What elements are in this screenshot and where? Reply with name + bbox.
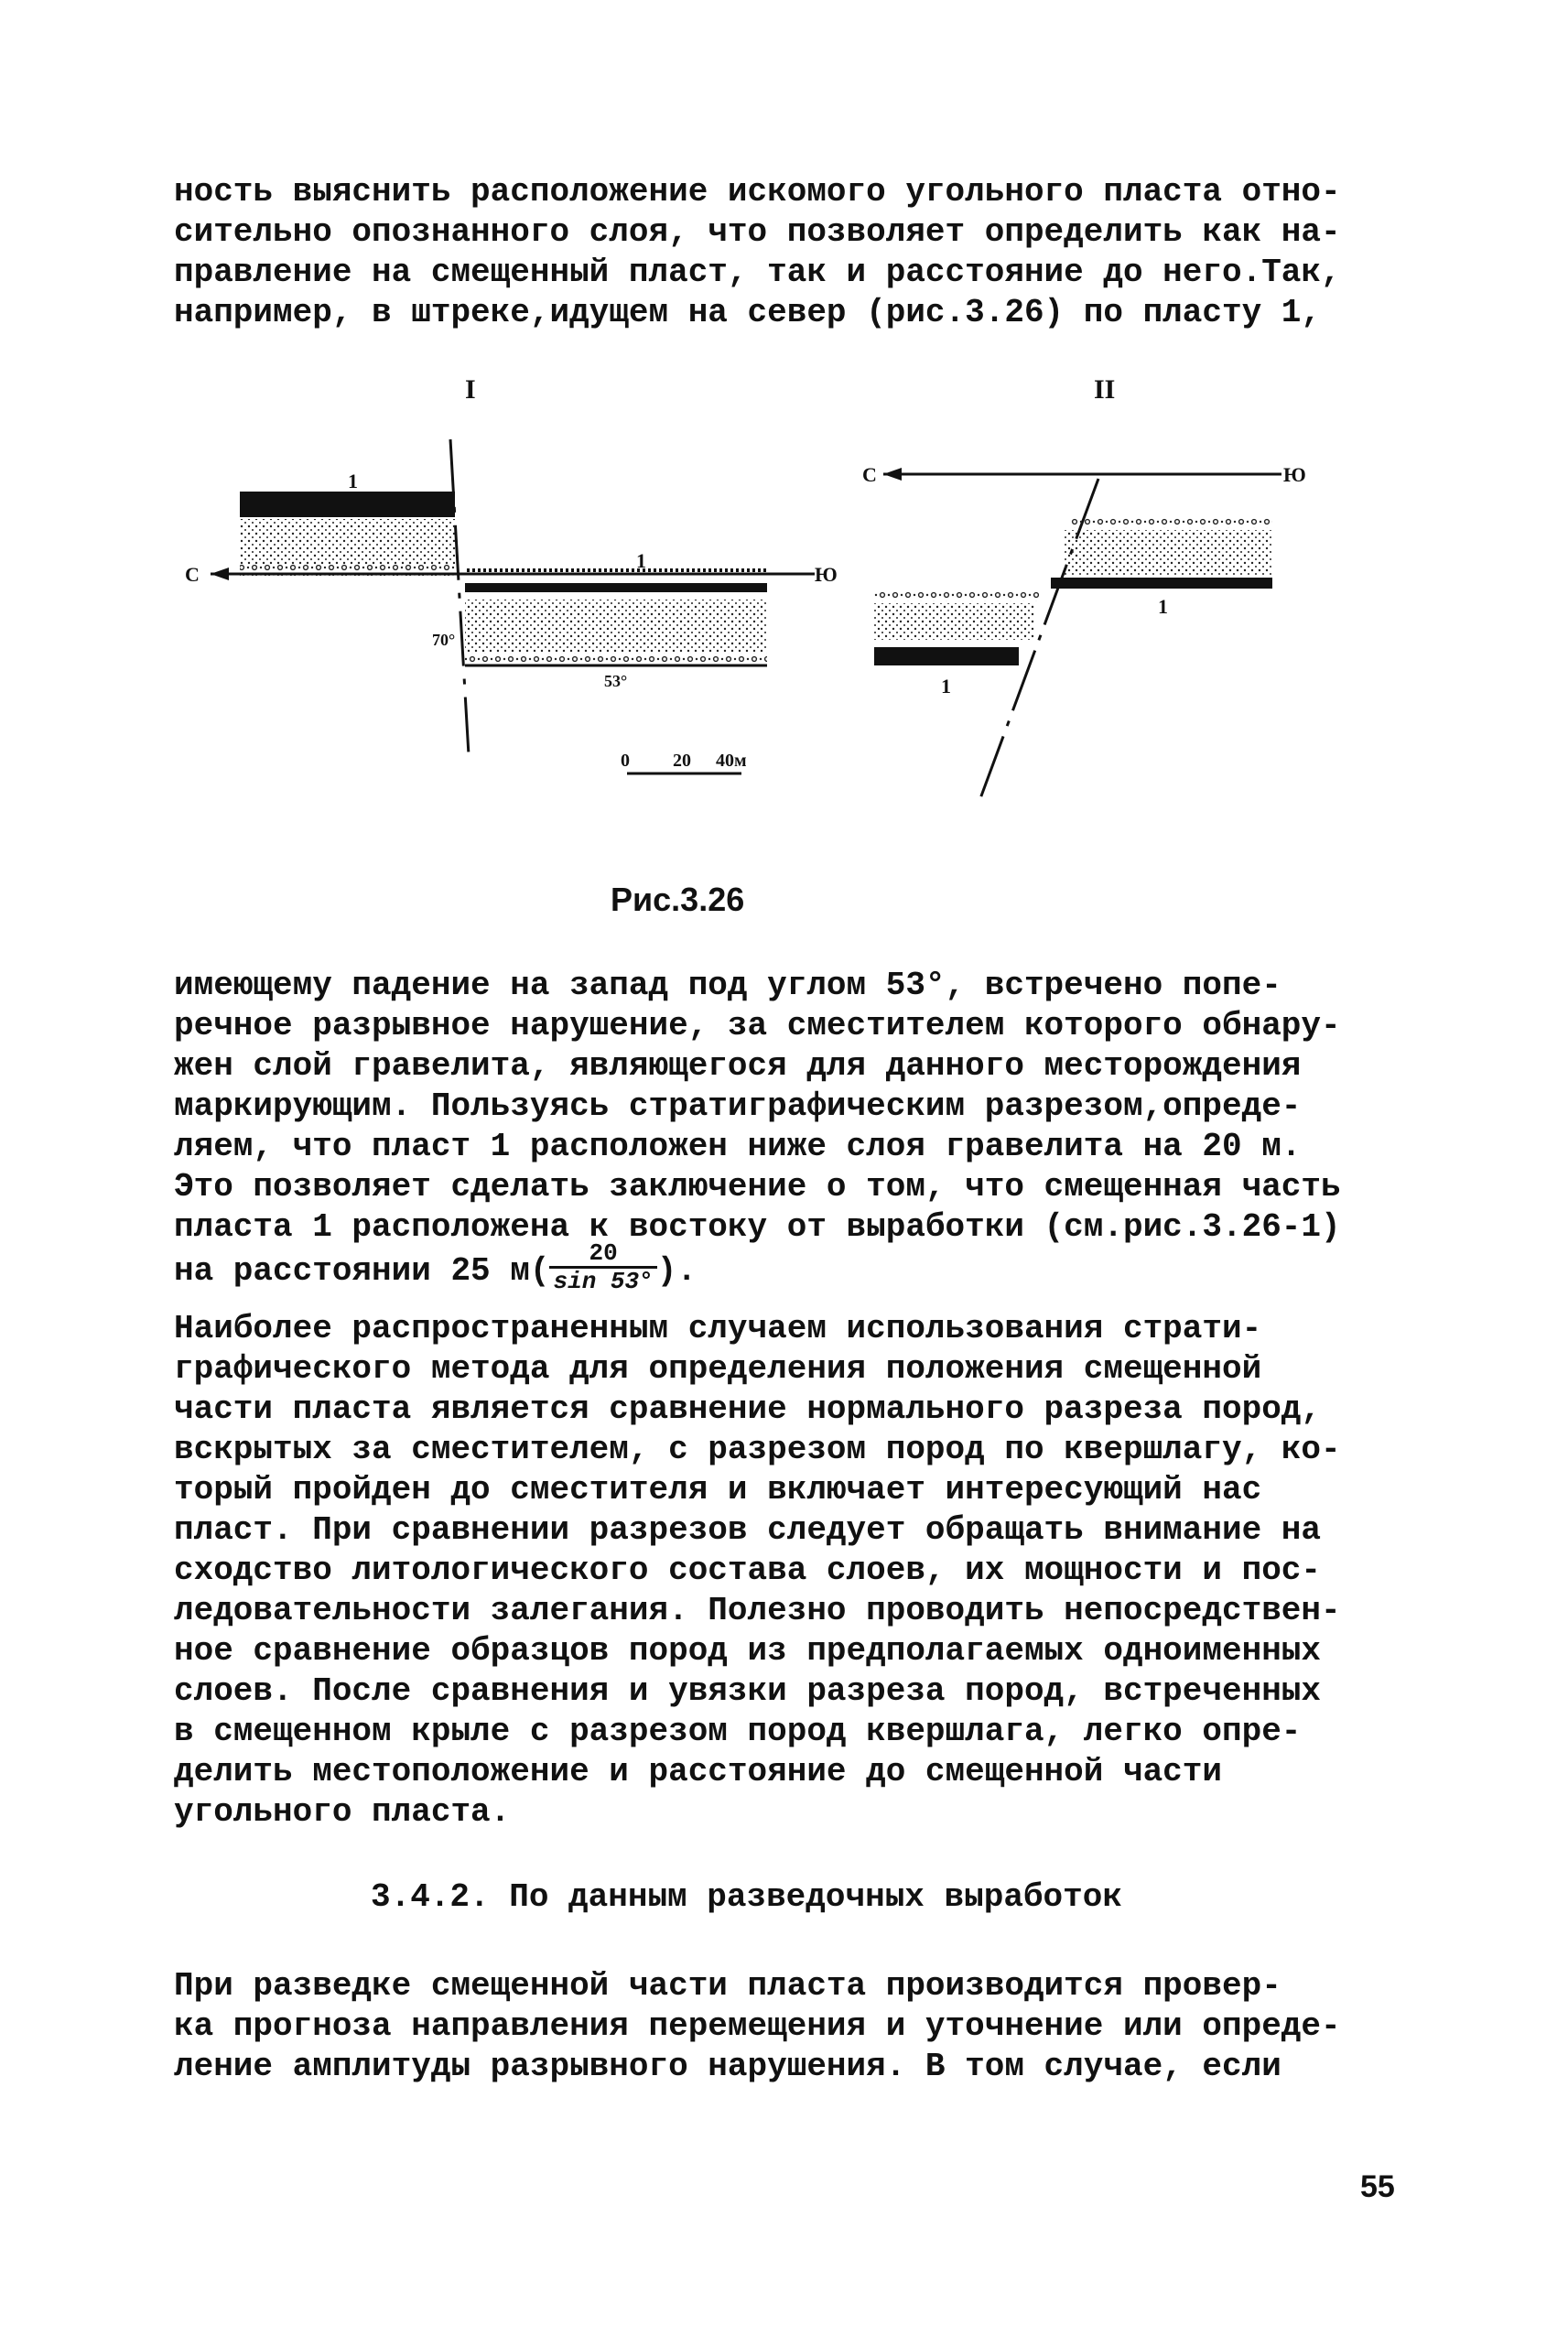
coal-seam-right-ii: [1051, 578, 1272, 589]
arrow-south-i: [211, 568, 229, 580]
seam-label-left-upper: 1: [348, 470, 358, 492]
scale-0: 0: [621, 751, 630, 771]
line-8-suffix: .: [676, 1252, 697, 1291]
line-4: маркирующим. Пользуясь стратиграфическим разрезом,опреде-: [174, 1087, 1302, 1125]
coal-seam-left-ii: [874, 647, 1019, 665]
line-7: пласта 1 расположена к востоку от выработки (см.рис.3.26-1): [174, 1208, 1341, 1246]
line-3: жен слой гравелита, являющегося для данного месторождения: [174, 1047, 1302, 1085]
line-8-prefix: на расстоянии 25 м: [174, 1252, 530, 1291]
coal-seam-right-i: [465, 583, 767, 592]
paren-open: (: [529, 1252, 550, 1291]
figure-drawing: [174, 371, 1391, 847]
page-number: 55: [1360, 2169, 1395, 2204]
panel-i-label: I: [465, 374, 476, 405]
paragraph-methods-text: Наиболее распространенным случаем использования страти- графического метода для определения положения смещенной части пласта является сравнение нормального разреза пород, вскрытых за сместителем, с разрезом пород по квершлагу, ко- торый пройден до сместителя и включает интересующий нас пласт. При сравнении разрезов следует обращать внимание на сходство литологического состава слоев, их мощности и пос- ледовательности залегания. Полезно проводить непосредствен- ное сравнение образцов пород из предполагаемых одноименных слоев. После сравнения и увязки разреза пород, встреченных в смещенном крыле с разрезом пород квершлага, легко опре- делить местоположение и расстояние до смещенной части угольного пласта.: [174, 1310, 1341, 1831]
north-label-ii: Ю: [1283, 463, 1306, 486]
south-label-i: С: [185, 563, 200, 586]
fault-line-i: [450, 439, 469, 755]
line-2: речное разрывное нарушение, за сместителем которого обнару-: [174, 1007, 1341, 1044]
line-5: ляем, что пласт 1 расположен ниже слоя гравелита на 20 м.: [174, 1128, 1302, 1165]
fraction-numerator: 20: [549, 1240, 656, 1269]
seam-label-right-ii: 1: [1158, 595, 1168, 618]
panel-ii-label: II: [1094, 374, 1116, 405]
section-heading: 3.4.2. По данным разведочных выработок: [371, 1878, 1122, 1916]
line-1: имеющему падение на запад под углом 53°, встречено попе-: [174, 967, 1281, 1004]
seam-label-right-i: 1: [636, 549, 646, 572]
angle-label-70: 70°: [432, 631, 456, 649]
sandstone-left: [240, 519, 455, 565]
paragraph-bottom: [174, 1966, 1419, 2087]
seam-label-left-ii: 1: [941, 675, 951, 698]
figure-3-26: [174, 371, 1391, 847]
scale-40: 40м: [716, 751, 747, 771]
sandstone-right-i: [465, 600, 767, 653]
scale-20: 20: [673, 751, 691, 771]
paragraph-top: [174, 172, 1419, 333]
gravel-right-i: [465, 653, 767, 665]
paragraph-top-text: ность выяснить расположение искомого угольного пласта отно- сительно опознанного слоя, что позволяет определить как на- правление на смещенный пласт, так и расстояние до него.Так, например, в штреке,идущем на север (рис.3.26) по пласту 1,: [174, 173, 1341, 331]
coal-seam-left-upper: [240, 492, 455, 517]
panel-i: [185, 374, 838, 773]
fraction-denominator: sin 53°: [553, 1268, 654, 1295]
paragraph-methods: [174, 1309, 1419, 1833]
paragraph-middle: [174, 966, 1419, 1294]
angle-label-53: 53°: [604, 672, 628, 690]
line-8: [174, 1239, 1419, 1295]
south-label-ii: С: [862, 463, 877, 486]
line-6: Это позволяет сделать заключение о том, что смещенная часть: [174, 1168, 1341, 1206]
north-label-i: Ю: [815, 563, 838, 586]
gravel-right-ii: [1071, 517, 1272, 528]
panel-ii: [862, 374, 1306, 801]
paren-close: ): [656, 1252, 677, 1291]
distance-fraction: [549, 1240, 656, 1294]
figure-caption: Рис.3.26: [611, 881, 745, 918]
gravel-left-ii: [874, 590, 1039, 601]
sandstone-right-ii: [1064, 530, 1272, 576]
paragraph-bottom-text: При разведке смещенной части пласта производится провер- ка прогноза направления перемещения и уточнение или опреде- ление амплитуды разрывного нарушения. В том случае, если: [174, 1967, 1341, 2085]
sandstone-left-ii: [874, 603, 1034, 640]
arrow-south-ii: [883, 468, 902, 481]
